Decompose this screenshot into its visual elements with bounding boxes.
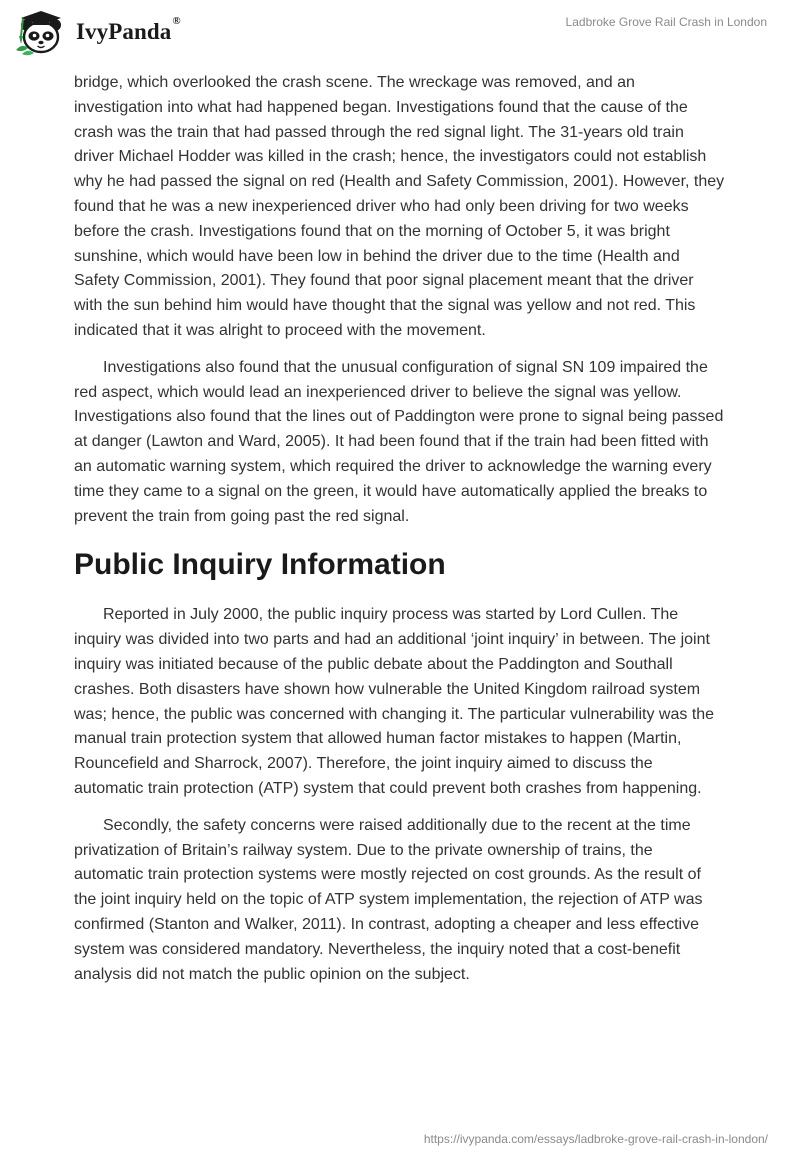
paragraph-4: Secondly, the safety concerns were raised additionally due to the recent at the time privatization of Britain’s railway system. Due to the private ownership of trains, the automatic train protection systems were mostly rejected on cost grounds. As the result of the joint inquiry held on the topic of ATP system implementation, the rejection of ATP was confirmed (Stanton and Walker, 2011). In contrast, adopting a cheaper and less effective system was considered mandatory. Nevertheless, the inquiry noted that a cost-benefit analysis did not match the public opinion on the subject. — [74, 816, 703, 983]
document-title: Ladbroke Grove Rail Crash in London — [565, 15, 767, 29]
paragraph-1: bridge, which overlooked the crash scene. The wreckage was removed, and an investigation into what had happened began. Investigations found that the cause of the crash was the train that had passed through the red signal light. The 31-years old train driver Michael Hodder was killed in the crash; hence, the investigators could not establish why he had passed the signal on red (Health and Safety Commission, 2001). However, they found that he was a new inexperienced driver who had only been driving for two weeks before the crash. Investigations found that on the morning of October 5, it was bright sunshine, which would have been low in behind the driver due to the time (Health and Safety Commission, 2001). They found that poor signal placement meant that the driver with the sun behind him would have thought that the signal was yellow and not red. This indicated that it was alright to proceed with the movement. — [74, 74, 725, 339]
source-url[interactable]: https://ivypanda.com/essays/ladbroke-grove-rail-crash-in-london/ — [423, 1132, 768, 1146]
paragraph-2: Investigations also found that the unusual configuration of signal SN 109 impaired the red aspect, which would lead an inexperienced driver to believe the signal was yellow. Investigations also found that the lines out of Paddington were prone to signal being passed at danger (Lawton and Ward, 2005). It had been found that if the train had been fitted with an automatic warning system, which required the driver to acknowledge the warning every time they came to a signal on the green, it would have automatically applied the breaks to prevent the train from going past the red signal. — [74, 358, 724, 525]
panda-graduate-icon — [14, 8, 68, 56]
section-heading: Public Inquiry Information — [74, 548, 446, 582]
page-header — [0, 0, 800, 70]
ivypanda-logo[interactable] — [14, 8, 181, 56]
logo-wordmark: IvyPanda® — [76, 15, 181, 44]
essay-content — [74, 71, 726, 999]
paragraph-3: Reported in July 2000, the public inquiry process was started by Lord Cullen. The inquiry was divided into two parts and had an additional ‘joint inquiry’ in between. The joint inquiry was initiated because of the public debate about the Paddington and Southall crashes. Both disasters have shown how vulnerable the United Kingdom railroad system was; hence, the public was concerned with changing it. The particular vulnerability was the manual train protection system that allowed human factor mistakes to happen (Martin, Rouncefield and Sharrock, 2007). Therefore, the joint inquiry aimed to discuss the automatic train protection (ATP) system that could prevent both crashes from happening. — [74, 606, 715, 797]
